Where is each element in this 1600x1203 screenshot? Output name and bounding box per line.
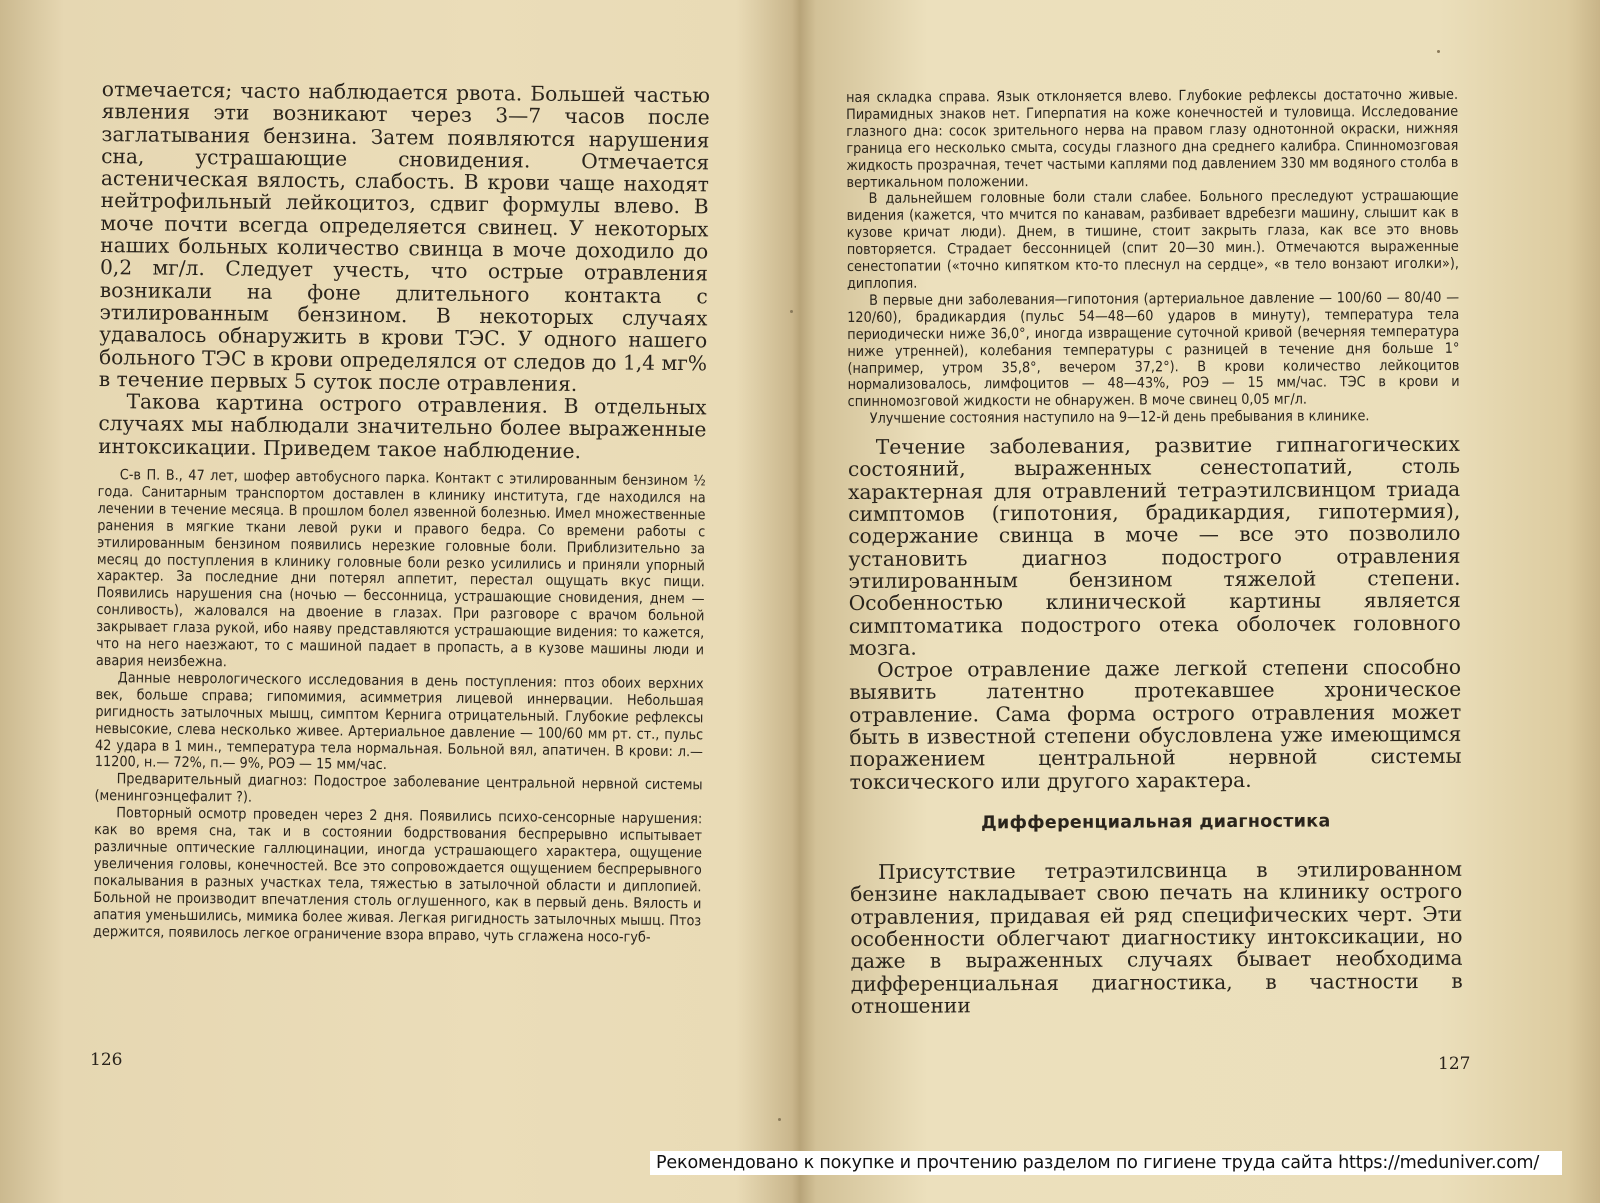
case-paragraph: ная складка справа. Язык отклоняется влево. Глубокие рефлексы достаточно живые. Пирамидных знаков нет. Гиперпатия на коже конечностей и туловища. Исследование глазного дна: сосок зрительного нерва на правом глазу однотонной окраски, нижняя граница его несколько смыта, сосуды глазного дна среднего калибра. Спинномозговая жидкость прозрачная, течет частыми каплями под давлением 330 мм водяного столба в вертикальном положении. xyxy=(846,86,1459,191)
section-heading: Дифференциальная диагностика xyxy=(981,811,1331,834)
paragraph: Острое отравление даже легкой степени способно выявить латентно протекавшее хроническое отравление. Сама форма острого отравления может быть в известной степени обусловлена уже имеющимся поражением центральной нервной системы токсического или другого характера. xyxy=(849,654,1462,794)
watermark-banner: Рекомендовано к покупке и прочтению разделом по гигиене труда сайта https://meduniver.com/ xyxy=(650,1151,1562,1175)
page-number: 126 xyxy=(90,1050,123,1070)
paper-speck xyxy=(778,1118,781,1121)
case-paragraph: Предварительный диагноз: Подострое заболевание центральной нервной системы (менингоэнцефалит ?). xyxy=(94,771,703,806)
case-report-continued xyxy=(846,87,1460,428)
right-page xyxy=(800,0,1600,1203)
case-paragraph: В дальнейшем головные боли стали слабее. Больного преследуют устрашающие видения (кажется, что мчится по канавам, разбивает вдребезги машину, слышит как в кузове кричат люди). Днем, в тишине, стоит закрыть глаза, как все это вновь повторяется. Страдает бессонницей (спит 20—30 мин.). Отмечаются выраженные сенестопатии («точно кипятком кто-то плеснул на сердце», «в тело вонзают иголки»), диплопия. xyxy=(846,188,1459,292)
left-column xyxy=(93,78,710,947)
case-paragraph: С-в П. В., 47 лет, шофер автобусного парка. Контакт с этилированным бензином ½ года. Санитарным транспортом доставлен в клинику института, где находился на лечении в течение месяца. В прошлом болел язвенной болезнью. Имел множественные ранения в мягкие ткани левой руки и правого бедра. Со времени работы с этилированным бензином появились нерезкие головные боли. Приблизительно за месяц до поступления в клинику головные боли резко усилились и приняли упорный характер. За последние дни потерял аппетит, перестал ощущать вкус пищи. Появились нарушения сна (ночью — бессонница, устрашающие сновидения, днем — сонливость), жаловался на двоение в глазах. При разговоре с врачом больной закрывает глаза рукой, ибо наяву представляются устрашающие видения: то кажется, что на него наезжают, то с машиной падает в пропасть, а в кузове машины люди и авария неизбежна. xyxy=(95,467,706,671)
case-paragraph: Улучшение состояния наступило на 9—12-й день пребывания в клинике. xyxy=(869,408,1370,428)
case-paragraph: В первые дни заболевания—гипотония (артериальное давление — 100/60 — 80/40 — 120/60), брадикардия (пульс 54—48—60 ударов в минуту), температура тела периодически ниже 36,0°, иногда извращение суточной кривой (вечерняя температура ниже утренней), колебания температуры с разницей в течение дня больше 1° (например, утром 35,8°, вечером 37,2°). В крови количество лейкоцитов нормализовалось, лимфоцитов — 48—43%, РОЭ — 15 мм/час. ТЭС в крови и спинномозговой жидкости не обнаружен. В моче свинец 0,05 мг/л. xyxy=(847,289,1460,411)
left-main-text xyxy=(98,78,710,463)
paper-speck xyxy=(1437,50,1440,53)
case-paragraph: Повторный осмотр проведен через 2 дня. Появились психо-сенсорные нарушения: как во время сна, так и в состоянии бодрствования беспрерывно испытывает различные оптические галлюцинации, иногда устрашающего характера, ощущение увеличения головы, конечностей. Все это сопровождается ощущением беспрерывного покалывания в разных участках тела, тяжестью в затылочной области и диплопией. Больной не производит впечатления столь оглушенного, как в первый день. Вялость и апатия уменьшились, мимика более живая. Легкая ригидность затылочных мышц. Птоз держится, появилось легкое ограничение взора вправо, чуть сглажена носо-губ- xyxy=(92,805,703,946)
right-column xyxy=(846,87,1463,1017)
case-report xyxy=(93,467,706,947)
paragraph: Такова картина острого отравления. В отдельных случаях мы наблюдали значительно более выраженные интоксикации. Приведем такое наблюдение. xyxy=(98,389,707,463)
paragraph: отмечается; часто наблюдается рвота. Большей частью явления эти возникают через 3—7 часов после заглатывания бензина. Затем появляются нарушения сна, устрашающие сновидения. Отмечается астеническая вялость, слабость. В крови чаще находят нейтрофильный лейкоцитоз, сдвиг формулы влево. В моче почти всегда определяется свинец. У некоторых наших больных количество свинца в моче доходило до 0,2 мг/л. Следует учесть, что острые отравления возникали на фоне длительного контакта с этилированным бензином. В некоторых случаях удавалось обнаружить в крови ТЭС. У одного нашего больного ТЭС в крови определялся от следов до 1,4 мг% в течение первых 5 суток после отравления. xyxy=(98,77,710,396)
case-paragraph: Данные неврологического исследования в день поступления: птоз обоих верхних век, больше справа; гипомимия, асимметрия лицевой иннервации. Небольшая ригидность затылочных мышц, симптом Кернига отрицательный. Глубокие рефлексы невысокие, слева несколько живее. Артериальное давление — 100/60 мм рт. ст., пульс 42 удара в 1 мин., температура тела нормальная. Больной вял, апатичен. В крови: л.— 11200, н.— 72%, п.— 9%, РОЭ — 15 мм/час. xyxy=(94,670,704,774)
page-number: 127 xyxy=(1438,1054,1471,1074)
paragraph: Течение заболевания, развитие гипнагогических состояний, выраженных сенестопатий, столь характерная для отравлений тетраэтилсвинцом триада симптомов (гипотония, брадикардия, гипотермия), содержание свинца в моче — все это позволило установить диагноз подострого отравления этилированным бензином тяжелой степени. Особенностью клинической картины является симптоматика подострого отека оболочек головного мозга. xyxy=(847,431,1461,660)
right-main-text xyxy=(848,433,1463,1017)
paper-speck xyxy=(790,310,793,313)
paragraph: Присутствие тетраэтилсвинца в этилированном бензине накладывает свою печать на клинику острого отравления, придавая ей ряд специфических черт. Эти особенности облегчают диагностику интоксикации, но даже в выраженных случаях бывает необходима дифференциальная диагностика, в частности в отношении xyxy=(850,856,1463,1018)
